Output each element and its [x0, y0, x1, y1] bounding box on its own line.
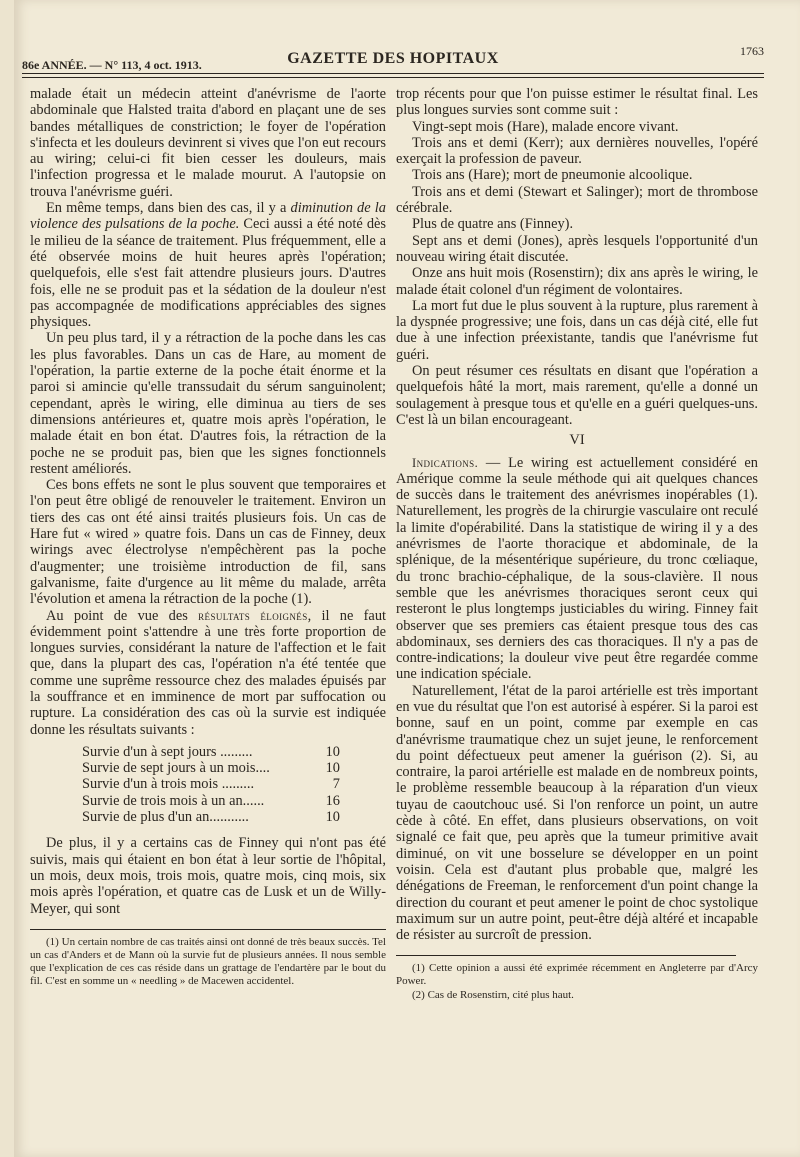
- section-heading: VI: [569, 432, 585, 449]
- page-header: [22, 44, 764, 70]
- paragraph: Naturellement, l'état de la paroi artérielle est très important en vue du résultat que l'on est autorisé à espérer. Si la paroi est bonne, sauf en un point, comme par exemple en cas d'anévrisme traumatique chez un sujet jeune, le renforcement du point défectueux peut amener la guérison (2). Si, au contraire, la paroi artérielle est malade en de nombreux points, le problème ressemble beaucoup à la réparation d'un vieux tuyau de caoutchouc usé. Si l'on renforce un point, un autre cède à côté. En effet, dans plusieurs observations, on voit signalé ce fait que, peu après que la tumeur primitive avait diminué, on vit une bosselure se développer en un point voisin. Cela est d'autant plus probable que, malgré les dénégations de Freeman, le renforcement d'un point change la direction du courant et peut amener le point de choc systolique maximum sur un autre point, peut-être déjà altéré et incapable de résister au surcroît de pression.: [396, 682, 758, 944]
- survival-entry: Plus de quatre ans (Finney).: [412, 216, 574, 233]
- text-run: Au point de vue des: [46, 607, 199, 624]
- text-run: En même temps, dans bien des cas, il y a: [46, 200, 291, 217]
- table-row: [82, 744, 340, 760]
- survival-entry: Sept ans et demi (Jones), après lesquels l'opportunité d'un nouveau wiring était discutée.: [396, 232, 758, 265]
- paragraph: trop récents pour que l'on puisse estimer le résultat final. Les plus longues survies sont comme suit :: [396, 86, 758, 119]
- header-rule: [22, 73, 764, 74]
- survival-entry: Trois ans (Hare); mort de pneumonie alcoolique.: [412, 167, 693, 184]
- table-label: Survie de trois mois à un an......: [82, 792, 265, 809]
- right-column: [396, 86, 758, 1002]
- footnote: (1) Un certain nombre de cas traités ainsi ont donné de très beaux succès. Tel un cas d'Anders et de Mann où la survie fut de plusieurs années. Il nous semble que l'explication de ces cas réside dans un grattage de l'endartère par le bout du fil. C'est en somme un « needling » de Macewen accidentel.: [30, 935, 386, 987]
- table-label: Survie d'un à sept jours .........: [82, 743, 253, 760]
- paragraph: La mort fut due le plus souvent à la rupture, plus rarement à la dyspnée progressive; une fois, dans un cas déjà cité, elle fut due à une infection préexistante, tandis que l'anévrisme fut guéri.: [396, 297, 758, 363]
- survival-entry: Onze ans huit mois (Rosenstirn); dix ans après le wiring, le malade était colonel d'un régiment de volontaires.: [396, 265, 758, 298]
- header-rule-thin: [22, 77, 764, 78]
- paragraph: De plus, il y a certains cas de Finney qui n'ont pas été suivis, mais qui étaient en bon état à leur sortie de l'hôpital, un mois, deux mois, trois mois, quatre mois, cinq mois, six mois après l'opération, et quatre cas de Lusk et un de Willy-Meyer, qui sont: [30, 835, 386, 917]
- table-row: [82, 760, 340, 776]
- table-row: [82, 776, 340, 792]
- survival-entry: Vingt-sept mois (Hare), malade encore vivant.: [412, 118, 679, 135]
- table-row: [82, 809, 340, 825]
- page-number: 1763: [740, 44, 764, 58]
- table-value: 10: [325, 809, 340, 826]
- paragraph: [30, 200, 386, 330]
- survival-table: [82, 744, 340, 825]
- text-run: , il ne faut évidemment point s'attendre à une très forte proportion de longues survies, considérant la nature de l'affection et le fait que, dans la plupart des cas, l'opération n'a été tentée que comme une suprême ressource chez des malades épuisés par la souffrance et en imminence de mort par suffocation ou rupture. La considération des cas où la survie est indiquée donne les résultats suivants :: [30, 607, 387, 738]
- table-row: [82, 793, 340, 809]
- table-label: Survie de sept jours à un mois....: [82, 760, 270, 777]
- paragraph: Ces bons effets ne sont le plus souvent que temporaires et l'on peut être obligé de renouveler le traitement. Environ un tiers des cas ont été ainsi traités plusieurs fois. Un cas de Hare fut « wired » quatre fois. Dans un cas de Finney, deux wirings avec électrolyse n'empêchèrent pas la poche d'augmenter; une troisième introduction de fil, sans galvanisme, faite d'urgence au lit même du malade, arrêta l'évolution et amena la rétraction de la poche (1).: [30, 477, 386, 608]
- footnote-rule: [396, 955, 736, 956]
- issue-info: 86e ANNÉE. — N° 113, 4 oct. 1913.: [22, 58, 202, 72]
- text-run: Ceci aussi a été noté dès le milieu de la séance de traitement. Plus fréquemment, elle a été observée moins de huit heures après l'opération; quelquefois, elle s'est fait attendre plusieurs jours. D'autres fois, elle ne se produit pas et la sédation de la douleur n'est pas accompagnée de modifications appréciables des signes physiques.: [30, 216, 386, 331]
- table-value: 10: [325, 743, 340, 760]
- paragraph: [30, 608, 386, 738]
- text-run: — Le wiring est actuellement considéré en Amérique comme la seule méthode qui ait quelques chances de succès dans le traitement des anévrismes inopérables (1). Naturellement, les progrès de la chirurgie vasculaire ont reculé la limite d'opérabilité. Dans la statistique de wiring il y a des anévrismes de l'aorte thoracique et abdominale, de la splénique, de la mésentérique supérieure, du tronc cœliaque, du tronc brachio-céphalique, de la sous-clavière. Il nous semble que les anévrismes thoraciques seront ceux qui resteront le plus longtemps justiciables du wiring. Finney fait observer que ses premiers cas étaient presque tous des cas abdominaux, ses derniers des cas thoraciques. Il n'y a pas de contre-indications; la douleur vive peut être regardée comme une indication spéciale.: [396, 454, 758, 683]
- footnote-rule: [30, 929, 386, 930]
- small-caps-term: Indications.: [412, 455, 479, 470]
- journal-title: GAZETTE DES HOPITAUX: [287, 50, 499, 67]
- footnote: (1) Cette opinion a aussi été exprimée récemment en Angleterre par d'Arcy Power.: [396, 962, 758, 988]
- small-caps-term: résultats éloignés: [198, 608, 308, 623]
- paragraph: malade était un médecin atteint d'anévrisme de l'aorte abdominale que Halsted traita d'abord en plaçant une de ses bandes métalliques de constriction; le foyer de l'opération s'infecta et les douleurs devinrent si vives que l'on eut recours au wiring; celui-ci fit bien cesser les douleurs, mais l'infection progressa et le malade mourut. A l'autopsie on trouva l'anévrisme guéri.: [30, 86, 386, 200]
- table-value: 16: [325, 792, 340, 809]
- emphasis: diminution de la violence des pulsations de la poche.: [30, 200, 386, 233]
- survival-entry: Trois ans et demi (Kerr); aux dernières nouvelles, l'opéré exerçait la profession de paveur.: [396, 134, 758, 168]
- footnote: (2) Cas de Rosenstirn, cité plus haut.: [412, 989, 574, 1002]
- survival-entry: Trois ans et demi (Stewart et Salinger); mort de thrombose cérébrale.: [396, 183, 758, 217]
- left-column: [30, 86, 386, 988]
- table-value: 7: [332, 776, 340, 793]
- table-label: Survie de plus d'un an...........: [82, 809, 249, 826]
- paragraph: [396, 455, 758, 683]
- table-value: 10: [325, 760, 340, 777]
- paragraph: On peut résumer ces résultats en disant que l'opération a quelquefois hâté la mort, mais rarement, qu'elle a donné un soulagement à presque tous et qu'elle en a guéri quelques-uns. C'est là un bilan encourageant.: [396, 363, 758, 428]
- paragraph: Un peu plus tard, il y a rétraction de la poche dans les cas les plus favorables. Dans un cas de Hare, au moment de l'opération, la partie externe de la poche était énorme et la paroi si amincie qu'elle transsudait du sérum sanguinolent; cependant, après le wiring, elle diminua au tiers de ses dimensions antérieures et, quatre mois après l'opération, le malade était en bon état. D'autres fois, la rétraction de la poche ne se produit pas, bien que les signes fonctionnels restent améliorés.: [30, 330, 386, 477]
- table-label: Survie d'un à trois mois .........: [82, 776, 255, 793]
